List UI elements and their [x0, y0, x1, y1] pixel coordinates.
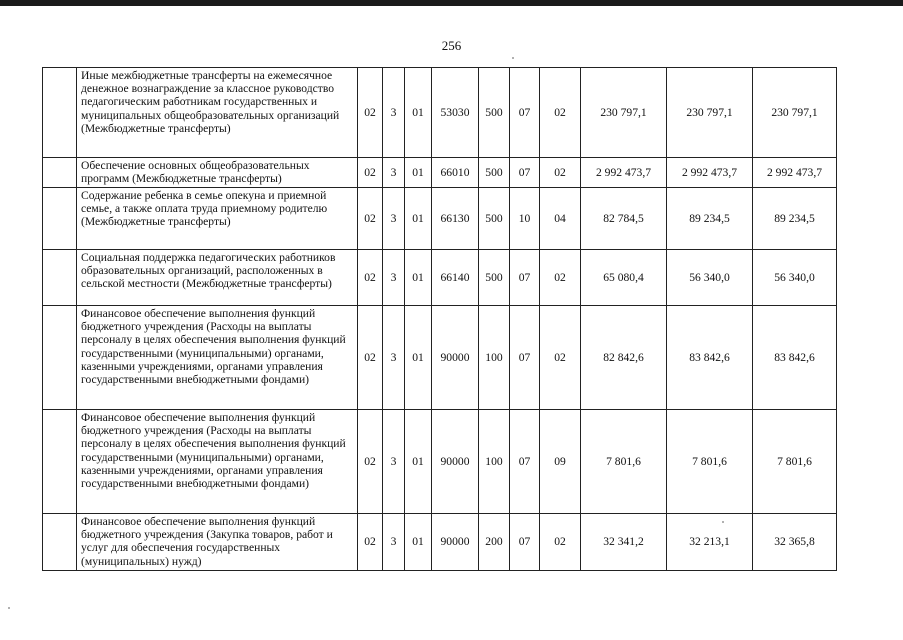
code-cell: 02 — [358, 306, 383, 410]
code-cell: 66130 — [432, 188, 479, 250]
index-cell — [43, 158, 77, 188]
scan-speck — [8, 607, 10, 609]
code-cell: 01 — [405, 306, 432, 410]
index-cell — [43, 68, 77, 158]
description-cell: Финансовое обеспечение выполнения функций бюджетного учреждения (Расходы на выплаты персоналу в целях обеспечения выполнения функций государственными (муниципальными) органами, казенными учреждениями, органами управления государственными внебюджетными фондами) — [77, 410, 358, 514]
table-row — [43, 158, 837, 188]
page-number: 256 — [441, 38, 462, 53]
index-cell — [43, 188, 77, 250]
amount-cell: 56 340,0 — [753, 250, 837, 306]
code-cell: 07 — [510, 410, 540, 514]
amount-cell: 2 992 473,7 — [667, 158, 753, 188]
amount-cell: 7 801,6 — [753, 410, 837, 514]
code-cell: 66010 — [432, 158, 479, 188]
table-row — [43, 514, 837, 571]
code-cell: 02 — [358, 514, 383, 571]
code-cell: 90000 — [432, 410, 479, 514]
code-cell: 500 — [479, 68, 510, 158]
index-cell — [43, 250, 77, 306]
code-cell: 07 — [510, 68, 540, 158]
code-cell: 02 — [540, 68, 581, 158]
table-row — [43, 68, 837, 158]
code-cell: 3 — [383, 250, 405, 306]
code-cell: 10 — [510, 188, 540, 250]
table-row — [43, 410, 837, 514]
amount-cell: 7 801,6 — [581, 410, 667, 514]
code-cell: 01 — [405, 158, 432, 188]
code-cell: 04 — [540, 188, 581, 250]
amount-cell: 32 213,1 — [667, 514, 753, 571]
code-cell: 02 — [540, 250, 581, 306]
code-cell: 02 — [540, 158, 581, 188]
code-cell: 07 — [510, 514, 540, 571]
amount-cell: 2 992 473,7 — [581, 158, 667, 188]
code-cell: 100 — [479, 410, 510, 514]
code-cell: 01 — [405, 514, 432, 571]
description-cell: Содержание ребенка в семье опекуна и приемной семье, а также оплата труда приемному родителю (Межбюджетные трансферты) — [77, 188, 358, 250]
index-cell — [43, 514, 77, 571]
code-cell: 07 — [510, 250, 540, 306]
amount-cell: 32 365,8 — [753, 514, 837, 571]
code-cell: 90000 — [432, 514, 479, 571]
code-cell: 07 — [510, 158, 540, 188]
amount-cell: 89 234,5 — [667, 188, 753, 250]
code-cell: 01 — [405, 68, 432, 158]
amount-cell: 230 797,1 — [753, 68, 837, 158]
description-cell: Обеспечение основных общеобразовательных программ (Межбюджетные трансферты) — [77, 158, 358, 188]
code-cell: 01 — [405, 250, 432, 306]
code-cell: 500 — [479, 188, 510, 250]
amount-cell: 32 341,2 — [581, 514, 667, 571]
budget-table — [42, 67, 837, 571]
code-cell: 500 — [479, 250, 510, 306]
description-cell: Социальная поддержка педагогических работников образовательных организаций, расположенных в сельской местности (Межбюджетные трансферты) — [77, 250, 358, 306]
code-cell: 02 — [358, 158, 383, 188]
code-cell: 3 — [383, 68, 405, 158]
amount-cell: 2 992 473,7 — [753, 158, 837, 188]
code-cell: 09 — [540, 410, 581, 514]
code-cell: 100 — [479, 306, 510, 410]
code-cell: 01 — [405, 188, 432, 250]
index-cell — [43, 410, 77, 514]
code-cell: 07 — [510, 306, 540, 410]
code-cell: 500 — [479, 158, 510, 188]
scan-speck — [722, 521, 724, 523]
code-cell: 66140 — [432, 250, 479, 306]
index-cell — [43, 306, 77, 410]
table-row — [43, 188, 837, 250]
amount-cell: 82 784,5 — [581, 188, 667, 250]
code-cell: 3 — [383, 410, 405, 514]
code-cell: 3 — [383, 306, 405, 410]
code-cell: 02 — [358, 250, 383, 306]
code-cell: 02 — [540, 514, 581, 571]
code-cell: 02 — [358, 68, 383, 158]
table-row — [43, 250, 837, 306]
amount-cell: 83 842,6 — [667, 306, 753, 410]
amount-cell: 7 801,6 — [667, 410, 753, 514]
amount-cell: 83 842,6 — [753, 306, 837, 410]
scan-speck — [512, 57, 514, 59]
scan-top-border — [0, 0, 903, 6]
code-cell: 3 — [383, 188, 405, 250]
description-cell: Финансовое обеспечение выполнения функций бюджетного учреждения (Закупка товаров, работ и услуг для обеспечения государственных (муниципальных) нужд) — [77, 514, 358, 571]
code-cell: 02 — [540, 306, 581, 410]
code-cell: 02 — [358, 188, 383, 250]
description-cell: Финансовое обеспечение выполнения функций бюджетного учреждения (Расходы на выплаты персоналу в целях обеспечения выполнения функций государственными (муниципальными) органами, казенными учреждениями, органами управления государственными внебюджетными фондами) — [77, 306, 358, 410]
description-cell: Иные межбюджетные трансферты на ежемесячное денежное вознаграждение за классное руководство педагогическим работникам государственных и муниципальных общеобразовательных организаций (Межбюджетные трансферты) — [77, 68, 358, 158]
amount-cell: 230 797,1 — [581, 68, 667, 158]
table-row — [43, 306, 837, 410]
code-cell: 01 — [405, 410, 432, 514]
amount-cell: 82 842,6 — [581, 306, 667, 410]
amount-cell: 230 797,1 — [667, 68, 753, 158]
code-cell: 53030 — [432, 68, 479, 158]
amount-cell: 56 340,0 — [667, 250, 753, 306]
code-cell: 02 — [358, 410, 383, 514]
amount-cell: 89 234,5 — [753, 188, 837, 250]
code-cell: 90000 — [432, 306, 479, 410]
code-cell: 200 — [479, 514, 510, 571]
code-cell: 3 — [383, 514, 405, 571]
code-cell: 3 — [383, 158, 405, 188]
amount-cell: 65 080,4 — [581, 250, 667, 306]
